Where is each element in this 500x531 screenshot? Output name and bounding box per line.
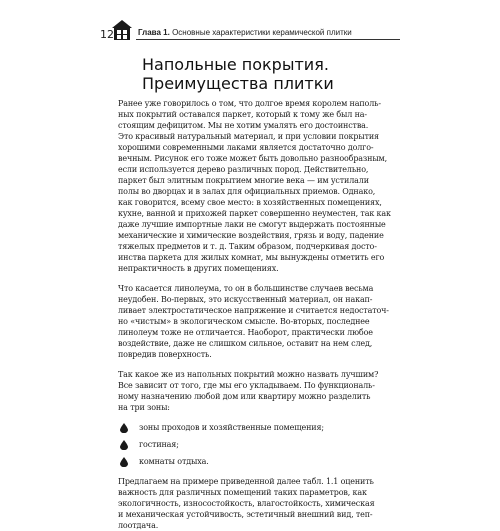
text-line: линолеум тоже не отличается. Наоборот, практически любое	[118, 328, 373, 337]
list-item	[118, 439, 400, 450]
text-line: кухне, ванной и прихожей паркет совершенно неуместен, так как	[118, 209, 391, 218]
tiling-trowel-logo-icon	[112, 20, 132, 42]
text-line: воздействие, даже не слишком сильное, оставит на нем след,	[118, 339, 373, 348]
text-line: если используется дерево различных пород. Действительно,	[118, 165, 369, 174]
section-title-line: Напольные покрытия.	[142, 55, 329, 74]
text-line: неудобен. Во-первых, это искусственный материал, он накап-	[118, 295, 373, 304]
text-line: Так какое же из напольных покрытий можно назвать лучшим?	[118, 370, 379, 379]
text-line: механические и химические воздействия, грязь и воду, падение	[118, 231, 384, 240]
text-line: Это красивый натуральный материал, и при условии покрытия	[118, 132, 379, 141]
text-line: полы во дворцах и в залах для официальных приемов. Однако,	[118, 187, 376, 196]
text-line: тяжелых предметов и т. д. Таким образом, подчеркивая досто-	[118, 242, 377, 251]
section-title	[142, 55, 334, 93]
list-item	[118, 456, 400, 467]
text-line: экологичность, износостойкость, влагостойкость, химическая	[118, 499, 375, 508]
text-line: Предлагаем на примере приведенной далее табл. 1.1 оценить	[118, 477, 374, 486]
section-title-line: Преимущества плитки	[142, 74, 334, 93]
text-line: лоотдача.	[118, 521, 159, 530]
text-line: даже лучшие импортные лаки не смогут выдержать постоянные	[118, 220, 386, 229]
text-line: инства паркета для жилых комнат, мы вынуждены отметить его	[118, 253, 385, 262]
text-line: ных покрытий оставался паркет, который к тому же был на-	[118, 110, 367, 119]
list-item-text: комнаты отдыха.	[139, 457, 209, 466]
text-line: повредив поверхность.	[118, 350, 212, 359]
paragraph-gap	[118, 467, 400, 476]
paragraph	[118, 98, 400, 274]
running-header	[100, 18, 400, 46]
running-head-text	[138, 28, 352, 37]
body-text	[118, 98, 400, 531]
bullet-list	[118, 422, 400, 467]
paragraph	[118, 369, 400, 413]
list-item-text: гостиная;	[139, 440, 179, 449]
paragraph	[118, 476, 400, 531]
paragraph-gap	[118, 274, 400, 283]
text-line: и механическая устойчивость, эстетичный внешний вид, теп-	[118, 510, 373, 519]
water-drop-bullet-icon	[120, 423, 128, 433]
text-line: как говорится, всему свое место: в хозяйственных помещениях,	[118, 198, 382, 207]
chapter-label: Глава 1.	[138, 28, 170, 37]
paragraph	[118, 283, 400, 360]
text-line: хорошими современными лаками является достаточно долго-	[118, 143, 374, 152]
text-line: важность для различных помещений таких параметров, как	[118, 488, 367, 497]
text-line: но «чистым» в экологическом смысле. Во-вторых, последнее	[118, 317, 370, 326]
text-line: Ранее уже говорилось о том, что долгое время королем наполь-	[118, 99, 381, 108]
text-line: паркет был элитным покрытием многие века — им устилали	[118, 176, 369, 185]
text-line: стоящим дефицитом. Мы не хотим умалять его достоинства.	[118, 121, 369, 130]
water-drop-bullet-icon	[120, 457, 128, 467]
text-line: Что касается линолеума, то он в большинстве случаев весьма	[118, 284, 374, 293]
paragraph-gap	[118, 413, 400, 422]
page-number: 12	[100, 28, 114, 41]
list-item-text: зоны проходов и хозяйственные помещения;	[139, 423, 324, 432]
text-line: на три зоны:	[118, 403, 170, 412]
list-item	[118, 422, 400, 433]
text-line: вечным. Рисунок его тоже может быть довольно разнообразным,	[118, 154, 387, 163]
text-line: ному назначению любой дом или квартиру можно разделить	[118, 392, 371, 401]
paragraph-gap	[118, 360, 400, 369]
text-line: непрактичность в других помещениях.	[118, 264, 279, 273]
text-line: Все зависит от того, где мы его укладываем. По функциональ-	[118, 381, 375, 390]
header-rule	[136, 39, 400, 40]
chapter-title: Основные характеристики керамической плитки	[172, 28, 352, 37]
water-drop-bullet-icon	[120, 440, 128, 450]
text-line: ливает электростатическое напряжение и считается недостаточ-	[118, 306, 389, 315]
